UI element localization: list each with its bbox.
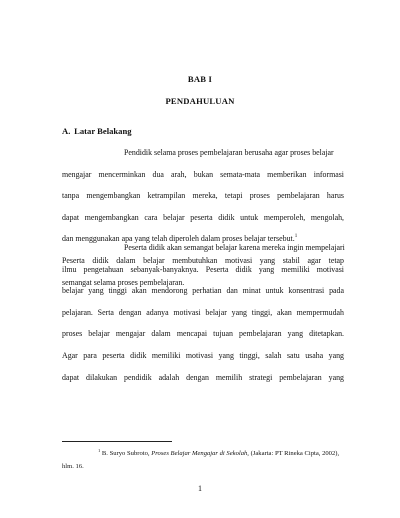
paragraph-line: tanpa mengembangkan ketrampilan mereka, tetapi proses pembelajaran harus [62,191,344,201]
footnote-author: B. Suryo Subroto, [101,450,150,457]
page-number: 1 [198,484,202,493]
footnote-number: 1 [98,448,101,453]
section-title: Latar Belakang [74,126,132,136]
paragraph-line: dapat dilakukan pendidik adalah dengan memilih strategi pembelajaran yang [62,372,344,382]
paragraph-2 [62,237,344,388]
footnote-page: hlm. 16. [62,463,84,470]
paragraph-line: proses belajar mengajar dalam mencapai tujuan pembelajaran yang ditetapkan. [62,329,344,339]
section-letter: A. [62,126,71,136]
paragraph-line: Pendidik selama proses pembelajaran berusaha agar proses belajar [124,148,334,157]
footnote-divider [62,441,172,442]
paragraph-line: semangat selama proses pembelajaran. [62,277,185,287]
chapter-number: BAB I [187,74,213,84]
footnote-book-title: Proses Belajar Mengajar di Sekolah [151,450,248,457]
paragraph-line: ilmu pengetahuan sebanyak-banyaknya. Peserta didik yang memiliki motivasi [62,264,344,274]
paragraph-line: dapat mengembangkan cara belajar peserta didik untuk memperoleh, mengolah, [62,212,344,222]
paragraph-line: Peserta didik akan semangat belajar karena mereka ingin mempelajari [124,243,345,252]
paragraph-line: Peserta didik dalam belajar membutuhkan motivasi yang stabil agar tetap [62,255,344,265]
footnote [62,447,348,473]
paragraph-line: belajar yang tinggi akan mendorong perhatian dan minat untuk konsentrasi pada [62,286,344,296]
paragraph-line-text: dan menggunakan apa yang telah diperoleh dalam proses belajar tersebut. [62,234,295,244]
footnote-line [62,447,348,460]
footnote-publication: , (Jakarta: PT Rineka Cipta, 2002), [247,450,340,457]
paragraph-line: pelajaran. Serta dengan adanya motivasi belajar yang tinggi, akan mempermudah [62,307,344,317]
paragraph-line: Agar para peserta didik memiliki motivasi yang tinggi, salah satu usaha yang [62,350,344,360]
footnote-reference: 1 [294,234,298,240]
section-heading [62,126,132,136]
chapter-title: PENDAHULUAN [165,96,235,106]
paragraph-line: mengajar mencerminkan dua arah, bukan semata-mata memberikan informasi [62,169,344,179]
